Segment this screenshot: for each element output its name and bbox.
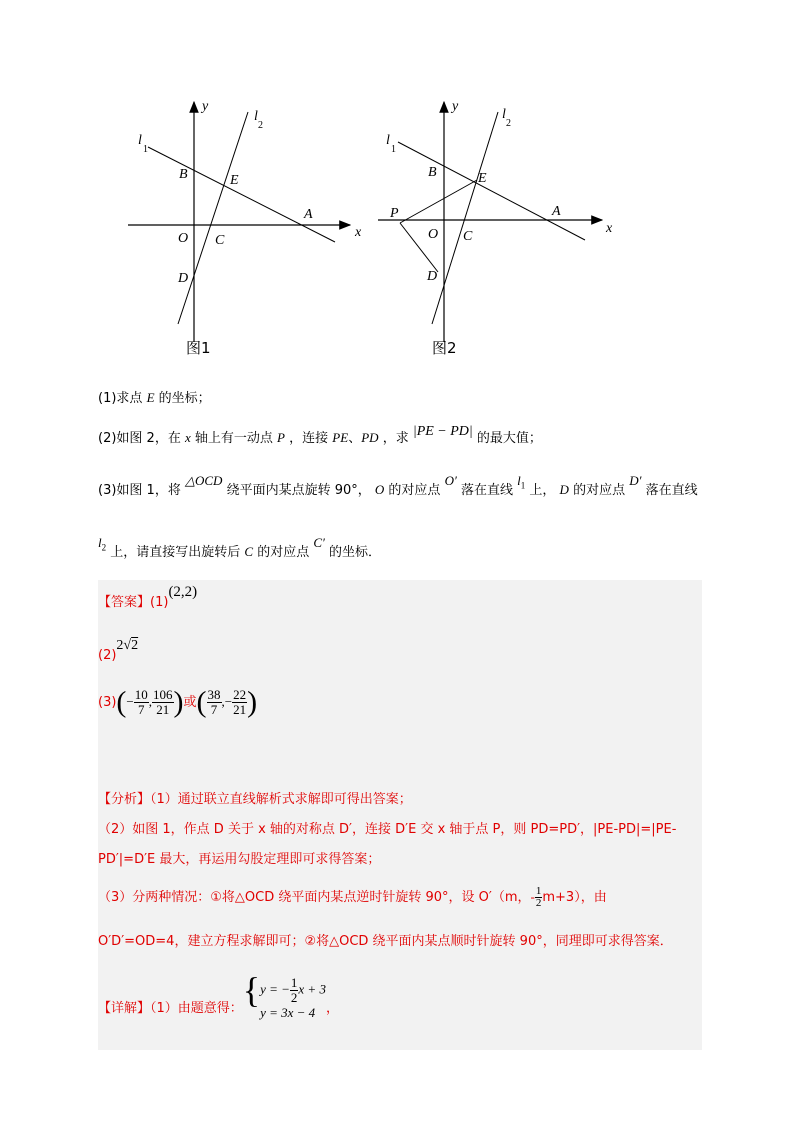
q2-prefix: (2)如图 2，在 xyxy=(98,431,181,446)
line-l1 xyxy=(398,142,585,240)
analysis-frac: $\frac{1}{2}$ xyxy=(535,885,542,909)
q3-mid4: 上， xyxy=(529,483,556,498)
answer-3-or: 或 xyxy=(183,695,197,710)
q3-mid7: 上，请直接写出旋转后 xyxy=(110,545,241,560)
answer-2 xyxy=(98,638,139,664)
label-l1-sub: 1 xyxy=(143,144,148,155)
figure-1-caption: 图1 xyxy=(186,339,211,357)
q3-tri: △OCD xyxy=(184,473,223,488)
analysis-line-5: O′D′=OD=4，建立方程求解即可；②将△OCD 绕平面内某点顺时针旋转 90°，同理即可求得答案． xyxy=(98,934,673,949)
q2-expr: |PE − PD| xyxy=(412,424,473,439)
answer-3: (3)(− $\frac{10}{7}$ , $\frac{106}{21}$ )或( $\frac{38}{7}$ ,− $\frac{22}{21}$ ) xyxy=(98,685,258,719)
answer-3-num: (3) xyxy=(98,695,117,710)
answer-1 xyxy=(98,584,198,611)
q1-prefix: (1)求点 xyxy=(98,391,143,406)
label-D: D xyxy=(178,271,189,286)
q3-mid1: 绕平面内某点旋转 90°， xyxy=(226,483,371,498)
q2-sep: 、 xyxy=(348,431,362,446)
label-x: x xyxy=(355,225,362,240)
q3-mid6: 落在直线 xyxy=(645,483,698,498)
label-x: x xyxy=(606,221,613,236)
label-E: E xyxy=(230,173,239,188)
q2-PD: PD xyxy=(361,430,379,445)
q2-mid3: ，求 xyxy=(382,431,409,446)
q3-mid5: 的对应点 xyxy=(573,483,626,498)
label-C: C xyxy=(463,229,473,244)
label-P: P xyxy=(390,206,399,221)
q2-suffix: 的最大值； xyxy=(476,431,542,446)
q3-C: C xyxy=(244,544,254,559)
figure-2-caption: 图2 xyxy=(432,339,457,357)
q3-Dprime: D′ xyxy=(629,473,642,488)
detail xyxy=(98,970,339,1021)
answer-1-value: (2,2) xyxy=(168,584,198,600)
q2-mid1: 轴上有一动点 xyxy=(194,431,273,446)
label-l2-sub: 2 xyxy=(506,118,511,129)
analysis-line-1: 【分析】（1）通过联立直线解析式求解即可得出答案； xyxy=(98,792,412,807)
equation-system: y = − $\frac{1}{2}$ x + 3 y = 3x − 4 xyxy=(260,975,326,1020)
q3-mid2: 的对应点 xyxy=(388,483,441,498)
q3-O: O xyxy=(374,482,385,497)
detail-text: （1）由题意得： xyxy=(150,1001,243,1016)
figure-1-diagram xyxy=(120,92,370,362)
line-l1 xyxy=(148,147,335,242)
label-B: B xyxy=(428,165,437,180)
label-B: B xyxy=(179,167,188,182)
q3-mid8: 的对应点 xyxy=(257,545,310,560)
a3-frac-2: $\frac{106}{21}$ xyxy=(153,687,173,717)
q1-var: E xyxy=(146,390,155,405)
label-l1: l xyxy=(386,133,390,148)
a3-frac-1: $\frac{10}{7}$ xyxy=(134,687,148,717)
q3-l1: $l_1$ xyxy=(517,473,526,491)
analysis-line-4b: m+3），由 xyxy=(542,890,607,905)
label-l2: l xyxy=(502,107,506,122)
question-2 xyxy=(98,424,542,447)
label-C: C xyxy=(215,233,225,248)
figure-2 xyxy=(370,92,630,362)
label-O: O xyxy=(428,227,439,242)
figure-1 xyxy=(120,92,370,362)
q3-D: D xyxy=(559,482,569,497)
q3-Oprime: O′ xyxy=(444,473,457,488)
q2-P: P xyxy=(277,430,285,445)
label-l1: l xyxy=(138,133,142,148)
detail-tail: ， xyxy=(325,1001,339,1016)
answer-2-num: (2) xyxy=(98,648,117,663)
label-E: E xyxy=(478,171,487,186)
a3-frac-3: $\frac{38}{7}$ xyxy=(207,687,221,717)
answer-1-num: (1) xyxy=(150,595,169,610)
label-O: O xyxy=(178,231,189,246)
line-l2 xyxy=(432,112,498,324)
label-y: y xyxy=(202,99,209,114)
analysis-line-4: （3）分两种情况：①将△OCD 绕平面内某点逆时针旋转 90°，设 O′（m，- $\frac{1}{2}$ m+3），由 xyxy=(98,885,607,909)
q3-prefix: (3)如图 1，将 xyxy=(98,483,181,498)
q3-mid3: 落在直线 xyxy=(460,483,513,498)
analysis-line-4a: （3）分两种情况：①将△OCD 绕平面内某点逆时针旋转 90°，设 O′（m， xyxy=(98,890,531,905)
answer-2-value: 2√2 xyxy=(116,638,139,653)
q3-Cprime: C′ xyxy=(313,535,325,550)
q3-suffix: 的坐标． xyxy=(329,545,382,560)
question-1 xyxy=(98,390,211,407)
q1-suffix: 的坐标； xyxy=(158,391,211,406)
q2-PE: PE xyxy=(332,430,349,445)
q2-x: x xyxy=(184,430,191,445)
answer-label: 【答案】 xyxy=(98,595,151,610)
a3-frac-4: $\frac{22}{21}$ xyxy=(233,687,247,717)
q2-mid2: ，连接 xyxy=(289,431,329,446)
detail-label: 【详解】 xyxy=(98,1001,151,1016)
line-l2 xyxy=(178,112,248,324)
label-A: A xyxy=(304,207,313,222)
figure-2-diagram xyxy=(370,92,630,362)
analysis-line-3: PD′|=D′E 最大，再运用勾股定理即可求得答案； xyxy=(98,852,381,867)
q3-l2: $l_2$ xyxy=(98,535,107,553)
label-l2-sub: 2 xyxy=(258,120,263,131)
label-D: D xyxy=(427,269,438,284)
analysis-line-2: （2）如图 1，作点 D 关于 x 轴的对称点 D′，连接 D′E 交 x 轴于点 P，则 PD=PD′，|PE-PD|=|PE- xyxy=(98,822,677,837)
label-A: A xyxy=(552,204,561,219)
question-3-line1 xyxy=(98,473,698,503)
system-brace: { xyxy=(242,970,261,1010)
question-3-line2 xyxy=(98,535,382,565)
label-l2: l xyxy=(254,109,258,124)
label-l1-sub: 1 xyxy=(391,144,396,155)
label-y: y xyxy=(452,99,459,114)
